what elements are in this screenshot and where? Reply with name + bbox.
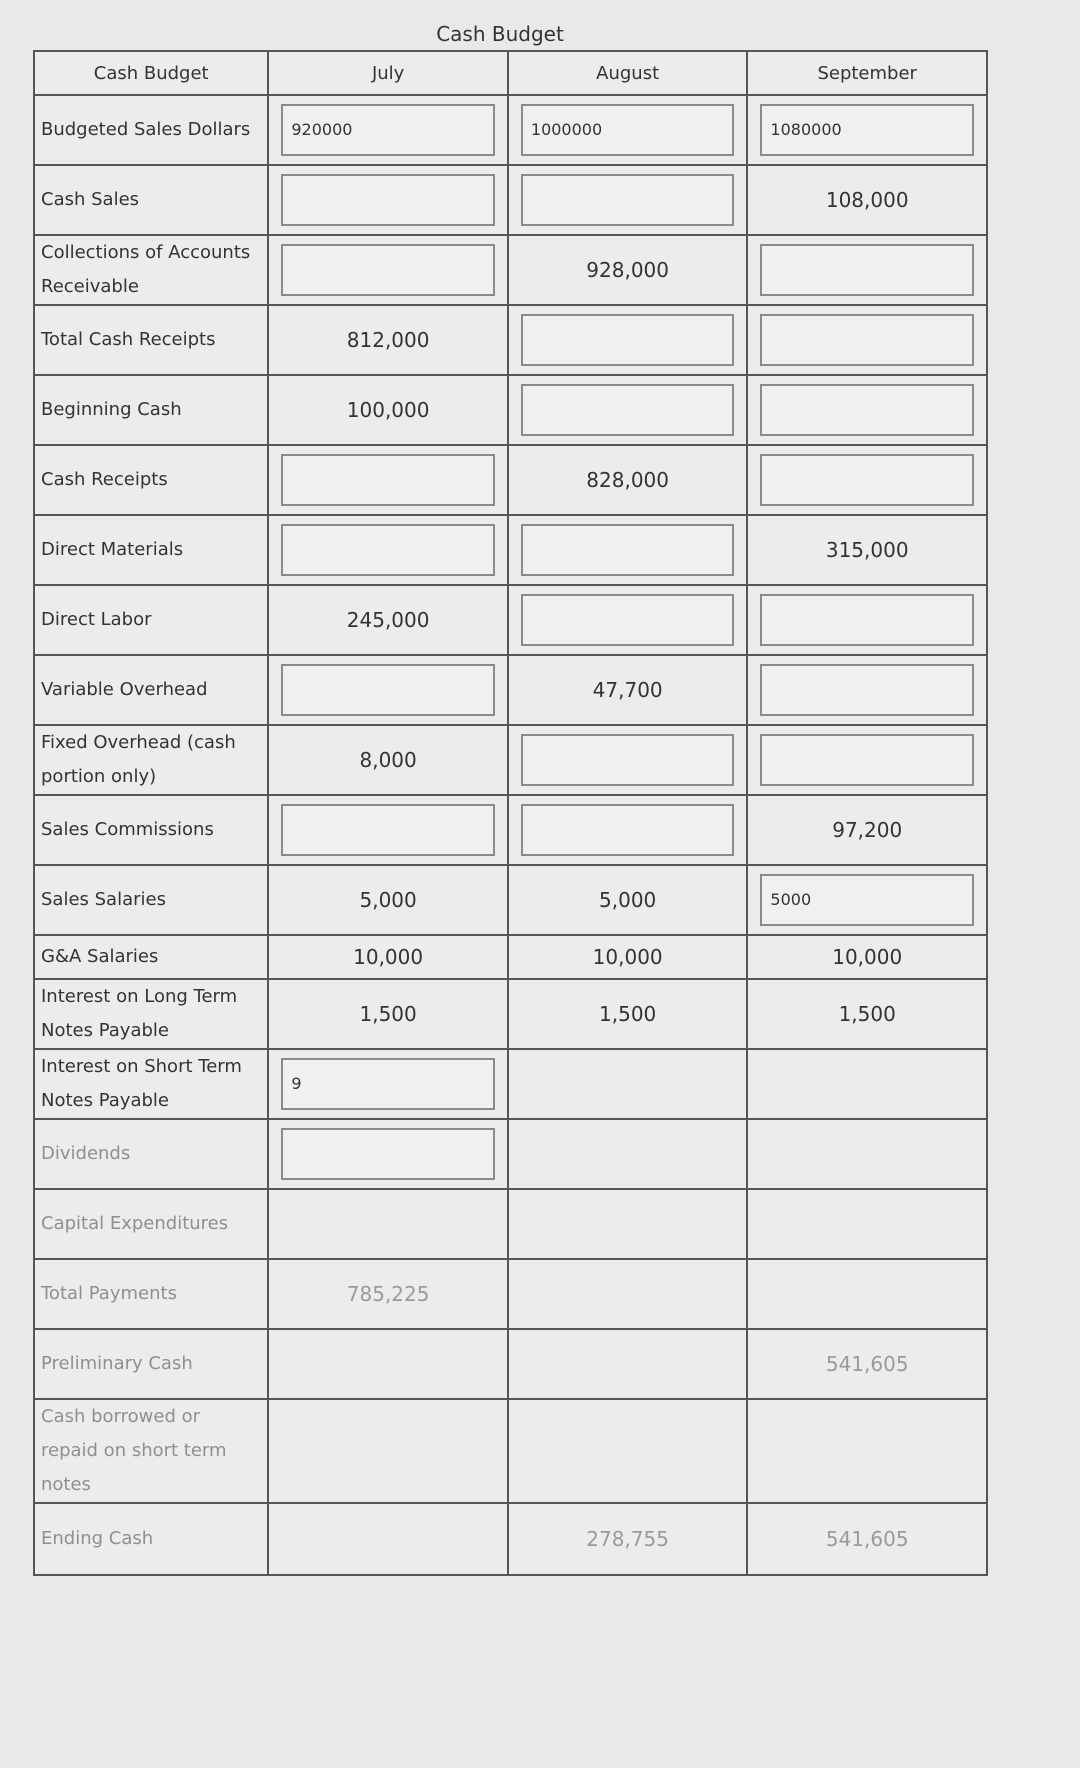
amount-input-august[interactable] <box>521 594 735 646</box>
table-row <box>34 795 987 865</box>
cell-september <box>747 795 987 865</box>
cell-july <box>268 445 508 515</box>
amount-value-july: 100,000 <box>346 398 430 422</box>
cell-september <box>747 1259 987 1329</box>
amount-value-july: 10,000 <box>353 945 424 969</box>
cell-august <box>508 865 748 935</box>
row-label: Beginning Cash <box>34 375 268 445</box>
row-label: Total Payments <box>34 1259 268 1329</box>
amount-value-august: 278,755 <box>586 1527 670 1551</box>
amount-value-september: 97,200 <box>832 818 903 842</box>
amount-value-august: 5,000 <box>599 888 657 912</box>
table-row <box>34 1259 987 1329</box>
amount-input-august[interactable] <box>521 804 735 856</box>
cell-august <box>508 1399 748 1503</box>
amount-value-august: 47,700 <box>592 678 663 702</box>
amount-value-july: 245,000 <box>346 608 430 632</box>
table-row <box>34 95 987 165</box>
cell-september <box>747 585 987 655</box>
cell-august <box>508 935 748 979</box>
table-row <box>34 585 987 655</box>
cell-july <box>268 585 508 655</box>
header-month-july: July <box>268 51 508 95</box>
table-row <box>34 865 987 935</box>
header-label: Cash Budget <box>34 51 268 95</box>
table-row <box>34 1049 987 1119</box>
row-label: Dividends <box>34 1119 268 1189</box>
amount-input-july[interactable] <box>281 454 495 506</box>
cell-august <box>508 1329 748 1399</box>
amount-input-july[interactable] <box>281 174 495 226</box>
cell-august <box>508 515 748 585</box>
table-row <box>34 1119 987 1189</box>
cell-july <box>268 1049 508 1119</box>
amount-input-august[interactable] <box>521 524 735 576</box>
page-title: Cash Budget <box>436 22 564 46</box>
cell-september <box>747 865 987 935</box>
amount-input-august[interactable] <box>521 314 735 366</box>
cell-august <box>508 1189 748 1259</box>
amount-value-september: 10,000 <box>832 945 903 969</box>
cell-july <box>268 725 508 795</box>
amount-value-july: 1,500 <box>359 1002 417 1026</box>
cell-september <box>747 1329 987 1399</box>
amount-value-july: 5,000 <box>359 888 417 912</box>
table-row <box>34 305 987 375</box>
cash-budget-table <box>33 50 988 1576</box>
cell-august <box>508 795 748 865</box>
cell-september <box>747 1399 987 1503</box>
row-label: Cash borrowed or repaid on short term notes <box>34 1399 268 1503</box>
cell-july <box>268 235 508 305</box>
row-label: Interest on Short Term Notes Payable <box>34 1049 268 1119</box>
table-row <box>34 1399 987 1503</box>
amount-input-september[interactable]: 5000 <box>760 874 974 926</box>
row-label: Cash Receipts <box>34 445 268 515</box>
table-row <box>34 235 987 305</box>
cell-august <box>508 165 748 235</box>
cell-september <box>747 445 987 515</box>
cell-july <box>268 1189 508 1259</box>
cell-july <box>268 1399 508 1503</box>
amount-value-september: 108,000 <box>825 188 909 212</box>
row-label: Interest on Long Term Notes Payable <box>34 979 268 1049</box>
cell-july <box>268 95 508 165</box>
cell-august <box>508 979 748 1049</box>
cell-july <box>268 1259 508 1329</box>
cell-september <box>747 1049 987 1119</box>
amount-value-august: 828,000 <box>586 468 670 492</box>
amount-input-july[interactable] <box>281 1128 495 1180</box>
cell-september <box>747 375 987 445</box>
cell-september <box>747 165 987 235</box>
cell-july <box>268 1503 508 1575</box>
cell-september <box>747 515 987 585</box>
amount-value-july: 785,225 <box>346 1282 430 1306</box>
table-row <box>34 1189 987 1259</box>
row-label: Fixed Overhead (cash portion only) <box>34 725 268 795</box>
row-label: G&A Salaries <box>34 935 268 979</box>
cell-september <box>747 95 987 165</box>
row-label: Direct Labor <box>34 585 268 655</box>
amount-input-july[interactable]: 9 <box>281 1058 495 1110</box>
header-row <box>34 51 987 95</box>
cell-july <box>268 655 508 725</box>
cell-september <box>747 935 987 979</box>
cell-september <box>747 979 987 1049</box>
cell-july <box>268 795 508 865</box>
amount-input-september[interactable] <box>760 314 974 366</box>
cell-september <box>747 1119 987 1189</box>
amount-value-july: 8,000 <box>359 748 417 772</box>
cell-august <box>508 585 748 655</box>
cell-july <box>268 515 508 585</box>
amount-input-september[interactable] <box>760 594 974 646</box>
cell-august <box>508 1503 748 1575</box>
table-row <box>34 515 987 585</box>
cell-september <box>747 1503 987 1575</box>
row-label: Sales Salaries <box>34 865 268 935</box>
cell-september <box>747 655 987 725</box>
cell-august <box>508 1119 748 1189</box>
table-row <box>34 935 987 979</box>
amount-input-july[interactable] <box>281 244 495 296</box>
cell-july <box>268 1329 508 1399</box>
cell-september <box>747 725 987 795</box>
amount-value-september: 541,605 <box>825 1352 909 1376</box>
cell-august <box>508 305 748 375</box>
cell-august <box>508 235 748 305</box>
header-month-september: September <box>747 51 987 95</box>
cell-august <box>508 1049 748 1119</box>
row-label: Cash Sales <box>34 165 268 235</box>
cell-july <box>268 375 508 445</box>
amount-value-july: 812,000 <box>346 328 430 352</box>
table-row <box>34 375 987 445</box>
row-label: Ending Cash <box>34 1503 268 1575</box>
amount-input-september[interactable] <box>760 734 974 786</box>
table-row <box>34 725 987 795</box>
amount-input-september[interactable] <box>760 664 974 716</box>
cell-september <box>747 235 987 305</box>
amount-input-july[interactable] <box>281 524 495 576</box>
table-row <box>34 655 987 725</box>
cell-july <box>268 1119 508 1189</box>
table-row <box>34 1329 987 1399</box>
row-label: Direct Materials <box>34 515 268 585</box>
cell-august <box>508 1259 748 1329</box>
cell-september <box>747 305 987 375</box>
amount-input-september[interactable]: 1080000 <box>760 104 974 156</box>
amount-value-september: 541,605 <box>825 1527 909 1551</box>
cell-august <box>508 655 748 725</box>
amount-value-august: 10,000 <box>592 945 663 969</box>
amount-value-august: 928,000 <box>586 258 670 282</box>
amount-input-july[interactable] <box>281 804 495 856</box>
amount-input-august[interactable] <box>521 174 735 226</box>
amount-input-july[interactable] <box>281 664 495 716</box>
cell-july <box>268 979 508 1049</box>
amount-input-august[interactable] <box>521 384 735 436</box>
amount-input-august[interactable]: 1000000 <box>521 104 735 156</box>
cell-august <box>508 445 748 515</box>
cell-august <box>508 725 748 795</box>
row-label: Variable Overhead <box>34 655 268 725</box>
table-row <box>34 979 987 1049</box>
amount-input-july[interactable]: 920000 <box>281 104 495 156</box>
table-row <box>34 445 987 515</box>
amount-value-august: 1,500 <box>599 1002 657 1026</box>
row-label: Preliminary Cash <box>34 1329 268 1399</box>
amount-input-august[interactable] <box>521 734 735 786</box>
amount-input-september[interactable] <box>760 384 974 436</box>
row-label: Collections of Accounts Receivable <box>34 235 268 305</box>
amount-value-september: 315,000 <box>825 538 909 562</box>
amount-input-september[interactable] <box>760 454 974 506</box>
cell-september <box>747 1189 987 1259</box>
row-label: Total Cash Receipts <box>34 305 268 375</box>
table-row <box>34 165 987 235</box>
amount-input-september[interactable] <box>760 244 974 296</box>
header-month-august: August <box>508 51 748 95</box>
cell-august <box>508 375 748 445</box>
cell-july <box>268 865 508 935</box>
cell-august <box>508 95 748 165</box>
row-label: Budgeted Sales Dollars <box>34 95 268 165</box>
amount-value-september: 1,500 <box>838 1002 896 1026</box>
row-label: Sales Commissions <box>34 795 268 865</box>
cell-july <box>268 935 508 979</box>
cell-july <box>268 305 508 375</box>
table-row <box>34 1503 987 1575</box>
row-label: Capital Expenditures <box>34 1189 268 1259</box>
cell-july <box>268 165 508 235</box>
